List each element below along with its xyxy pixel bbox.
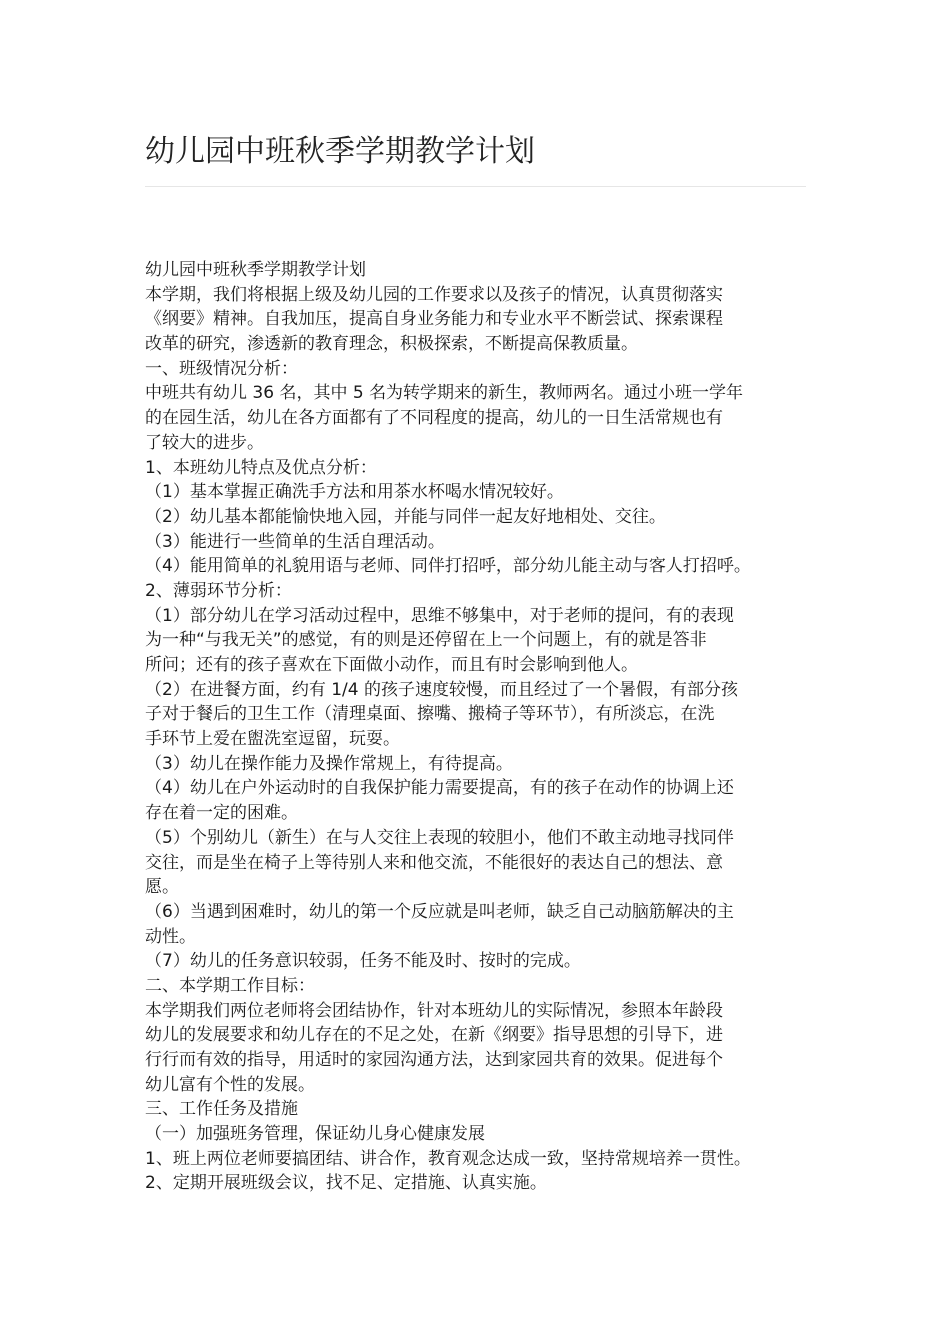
- text-line: 1、班上两位老师要搞团结、讲合作，教育观念达成一致，坚持常规培养一贯性。: [145, 1148, 751, 1169]
- document-body: [145, 258, 825, 1196]
- text-line: 1、本班幼儿特点及优点分析：: [145, 457, 377, 478]
- text-line: 2、薄弱环节分析：: [145, 580, 292, 601]
- text-line: 所问；还有的孩子喜欢在下面做小动作，而且有时会影响到他人。: [145, 655, 638, 675]
- text-line: 子对于餐后的卫生工作（清理桌面、擦嘴、搬椅子等环节），有所淡忘，在洗: [145, 704, 715, 725]
- text-line: 动性。: [145, 926, 196, 947]
- text-line: （4）能用简单的礼貌用语与老师、同伴打招呼，部分幼儿能主动与客人打招呼。: [145, 556, 751, 577]
- text-line: 幼儿园中班秋季学期教学计划: [145, 260, 366, 280]
- text-line: 一、班级情况分析：: [145, 358, 298, 379]
- text-line: （6）当遇到困难时，幼儿的第一个反应就是叫老师，缺乏自己动脑筋解决的主: [145, 901, 734, 922]
- text-line: 二、本学期工作目标：: [145, 975, 315, 996]
- text-line: 行行而有效的指导，用适时的家园沟通方法，达到家园共育的效果。促进每个: [145, 1050, 723, 1070]
- text-line: 《纲要》精神。自我加压，提高自身业务能力和专业水平不断尝试、探索课程: [145, 309, 723, 330]
- text-line: （3）幼儿在操作能力及操作常规上，有待提高。: [145, 753, 513, 774]
- title-divider: [145, 186, 806, 187]
- text-line: （2）幼儿基本都能愉快地入园，并能与同伴一起友好地相处、交往。: [145, 506, 666, 527]
- text-line: 了较大的进步。: [145, 432, 264, 453]
- text-line: 存在着一定的困难。: [145, 803, 298, 824]
- text-line: 改革的研究，渗透新的教育理念，积极探索，不断提高保教质量。: [145, 334, 638, 355]
- text-line: 幼儿的发展要求和幼儿存在的不足之处，在新《纲要》指导思想的引导下，进: [145, 1025, 723, 1046]
- text-line: 三、工作任务及措施: [145, 1099, 298, 1120]
- text-line: 为一种“与我无关”的感觉，有的则是还停留在上一个问题上，有的就是答非: [145, 630, 707, 651]
- text-line: （7）幼儿的任务意识较弱，任务不能及时、按时的完成。: [145, 951, 581, 972]
- text-line: 本学期，我们将根据上级及幼儿园的工作要求以及孩子的情况，认真贯彻落实: [145, 284, 723, 305]
- text-line: （1）基本掌握正确洗手方法和用茶水杯喝水情况较好。: [145, 482, 564, 503]
- text-line: （一）加强班务管理，保证幼儿身心健康发展: [145, 1124, 485, 1145]
- text-line: （5）个别幼儿（新生）在与人交往上表现的较胆小，他们不敢主动地寻找同伴: [145, 827, 734, 848]
- text-line: （4）幼儿在户外运动时的自我保护能力需要提高，有的孩子在动作的协调上还: [145, 778, 734, 799]
- text-line: 本学期我们两位老师将会团结协作，针对本班幼儿的实际情况，参照本年龄段: [145, 1000, 723, 1021]
- text-line: 愿。: [145, 877, 179, 898]
- text-line: （2）在进餐方面，约有 1/4 的孩子速度较慢，而且经过了一个暑假，有部分孩: [145, 679, 738, 700]
- text-line: 交往，而是坐在椅子上等待别人来和他交流，不能很好的表达自己的想法、意: [145, 852, 723, 873]
- text-line: 中班共有幼儿 36 名，其中 5 名为转学期来的新生，教师两名。通过小班一学年: [145, 383, 744, 404]
- text-line: （1）部分幼儿在学习活动过程中，思维不够集中，对于老师的提问，有的表现: [145, 605, 734, 626]
- text-line: （3）能进行一些简单的生活自理活动。: [145, 531, 445, 552]
- text-line: 手环节上爱在盥洗室逗留，玩耍。: [145, 729, 400, 750]
- text-line: 2、定期开展班级会议，找不足、定措施、认真实施。: [145, 1173, 547, 1194]
- text-line: 幼儿富有个性的发展。: [145, 1074, 315, 1095]
- document-title: 幼儿园中班秋季学期教学计划: [145, 134, 535, 169]
- text-line: 的在园生活，幼儿在各方面都有了不同程度的提高，幼儿的一日生活常规也有: [145, 408, 723, 429]
